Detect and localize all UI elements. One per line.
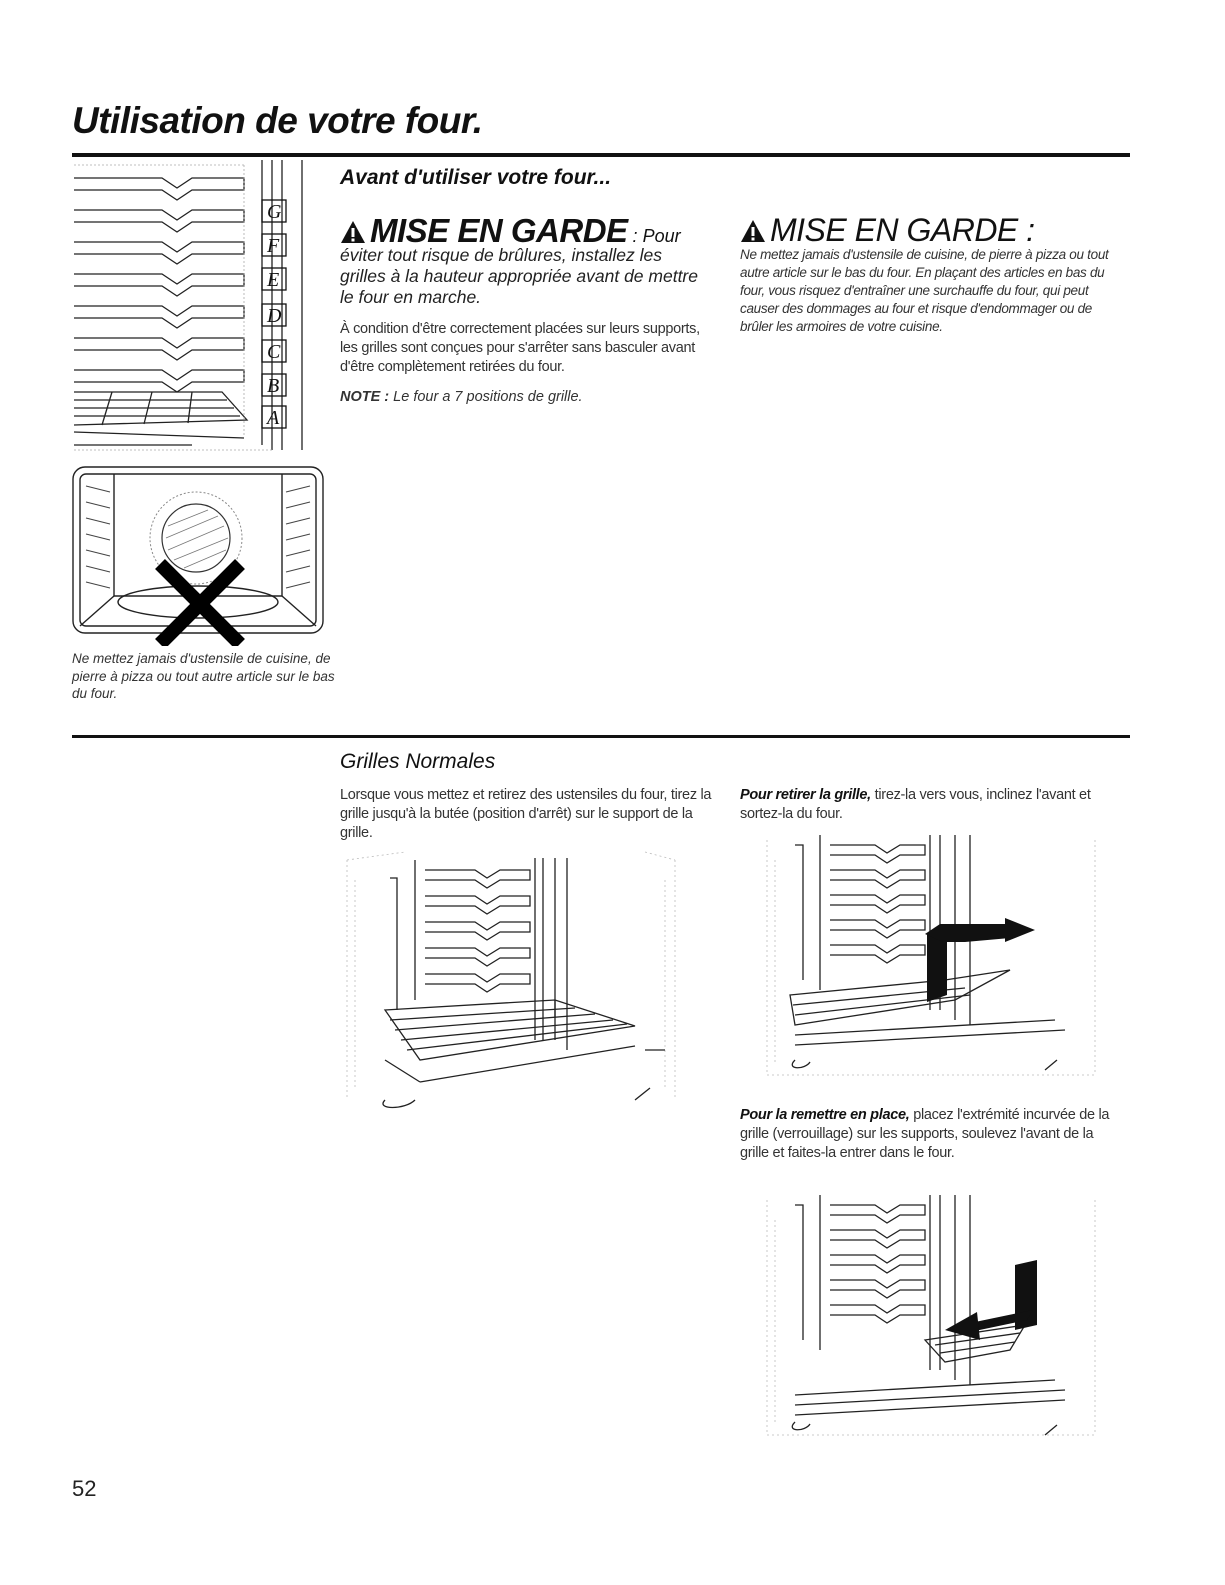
remove-rack-paragraph [740, 786, 1110, 824]
middle-rule [72, 735, 1130, 738]
remove-rack-lead: Pour retirer la grille, [740, 787, 871, 803]
remove-rack-illustration [765, 830, 1100, 1090]
warning-triangle-icon-2 [740, 219, 766, 243]
warning-heading-2 [740, 212, 1035, 249]
rack-label-f: F [267, 235, 280, 257]
section-title-standard-racks: Grilles Normales [340, 750, 496, 773]
warning-lead-1-start: Pour [642, 226, 681, 246]
remove-rack-text: tirez-la vers vous, inclinez l'avant et sortez-la du four. [740, 787, 1091, 822]
warning-heading-1-colon: : [627, 226, 643, 246]
rack-stop-paragraph: À condition d'être correctement placées sur leurs supports, les grilles sont conçues pour s'arrêter sans basculer avant d'être complètement retirées du four. [340, 321, 700, 375]
section-title-before-use: Avant d'utiliser votre four... [340, 166, 612, 189]
rack-label-e: E [267, 269, 280, 291]
oven-bottom-warning-illustration [72, 466, 324, 646]
rack-label-g: G [267, 201, 282, 223]
rack-pulled-out-illustration [345, 850, 680, 1120]
page-number: 52 [72, 1476, 97, 1501]
warning-triangle-icon [340, 220, 366, 244]
note-label: NOTE : [340, 389, 390, 405]
warning-body-2: Ne mettez jamais d'ustensile de cuisine, de pierre à pizza ou tout autre article sur le bas du four. En plaçant des articles en bas du four, vous risquez d'entraîner une surchauffe du four, qui peut causer des dommages au four et risque d'endommager ou de brûler les armoires de votre cuisine. [740, 247, 1109, 334]
pull-rack-paragraph: Lorsque vous mettez et retirez des ustensiles du four, tirez la grille jusqu'à la butée (position d'arrêt) sur le support de la grille. [340, 787, 712, 841]
rack-positions-illustration [72, 160, 317, 455]
rack-label-a: A [267, 407, 280, 429]
rack-label-c: C [267, 341, 281, 363]
replace-rack-illustration [765, 1190, 1100, 1450]
replace-rack-text: placez l'extrémité incurvée de la grille (verrouillage) sur les supports, soulevez l'avant de la grille et faites-la entrer dans le four. [740, 1107, 1110, 1161]
note-text: Le four a 7 positions de grille. [389, 389, 583, 405]
warning-heading-2-text: MISE EN GARDE : [770, 212, 1035, 248]
page-title: Utilisation de votre four. [72, 100, 483, 141]
replace-rack-paragraph [740, 1106, 1110, 1163]
oven-bottom-caption: Ne mettez jamais d'ustensile de cuisine, de pierre à pizza ou tout autre article sur le bas du four. [72, 651, 335, 701]
warning-heading-1-text: MISE EN GARDE [370, 212, 628, 249]
rack-label-b: B [267, 375, 280, 397]
replace-rack-lead: Pour la remettre en place, [740, 1107, 910, 1123]
top-rule [72, 153, 1130, 157]
warning-lead-1: éviter tout risque de brûlures, installez les grilles à la hauteur appropriée avant de mettre le four en marche. [340, 245, 698, 307]
rack-positions-note [340, 389, 583, 405]
rack-label-d: D [267, 305, 282, 327]
